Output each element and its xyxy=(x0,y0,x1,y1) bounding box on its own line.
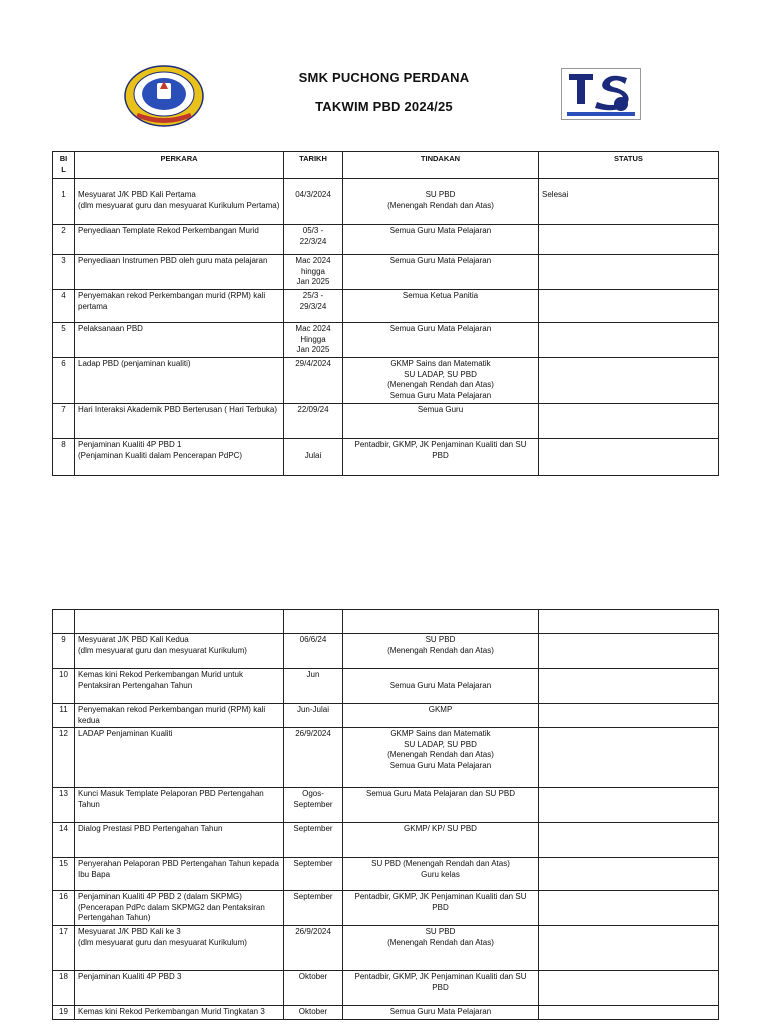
bil-cell: 14 xyxy=(53,823,75,858)
table-row xyxy=(53,404,719,439)
tarikh-cell: September xyxy=(284,823,343,858)
status-cell xyxy=(539,788,719,823)
perkara-cell: Kunci Masuk Template Pelaporan PBD Pertengahan Tahun xyxy=(75,788,284,823)
tarikh-cell: Mac 2024 Hingga Jan 2025 xyxy=(284,323,343,358)
status-cell xyxy=(539,439,719,476)
perkara-cell: Penjaminan Kualiti 4P PBD 1 (Penjaminan Kualiti dalam Pencerapan PdPC) xyxy=(75,439,284,476)
tarikh-cell: 22/09/24 xyxy=(284,404,343,439)
bil-cell: 17 xyxy=(53,926,75,971)
tindakan-cell: SU PBD (Menengah Rendah dan Atas) xyxy=(343,926,539,971)
tindakan-cell: Semua Guru xyxy=(343,404,539,439)
table-row xyxy=(53,634,719,669)
tarikh-cell: 26/9/2024 xyxy=(284,926,343,971)
perkara-cell: Pelaksanaan PBD xyxy=(75,323,284,358)
perkara-cell: Penjaminan Kualiti 4P PBD 2 (dalam SKPMG) (Pencerapan PdPc dalam SKPMG2 dan Pentaksiran Pertengahan Tahun) xyxy=(75,891,284,926)
perkara-cell: Kemas kini Rekod Perkembangan Murid Tingkatan 3 xyxy=(75,1006,284,1020)
empty-cell xyxy=(539,610,719,634)
tarikh-cell: 04/3/2024 xyxy=(284,179,343,225)
bil-cell: 6 xyxy=(53,358,75,404)
table-row xyxy=(53,788,719,823)
tarikh-cell: 29/4/2024 xyxy=(284,358,343,404)
tarikh-cell: September xyxy=(284,891,343,926)
empty-cell xyxy=(53,610,75,634)
ts25-logo xyxy=(561,68,641,120)
tindakan-cell: SU PBD (Menengah Rendah dan Atas) Guru kelas xyxy=(343,858,539,891)
takwim-table-2 xyxy=(52,609,719,1020)
status-cell: Selesai xyxy=(539,179,719,225)
status-cell xyxy=(539,669,719,704)
tarikh-cell: Mac 2024 hingga Jan 2025 xyxy=(284,255,343,290)
table-row xyxy=(53,728,719,788)
perkara-cell: Penjaminan Kualiti 4P PBD 3 xyxy=(75,971,284,1006)
perkara-cell: Mesyuarat J/K PBD Kali Kedua (dlm mesyuarat guru dan mesyuarat Kurikulum) xyxy=(75,634,284,669)
tindakan-cell: Semua Guru Mata Pelajaran xyxy=(343,669,539,704)
tindakan-cell: SU PBD (Menengah Rendah dan Atas) xyxy=(343,634,539,669)
table-row xyxy=(53,971,719,1006)
tindakan-cell: GKMP/ KP/ SU PBD xyxy=(343,823,539,858)
status-cell xyxy=(539,255,719,290)
tarikh-cell: Jun xyxy=(284,669,343,704)
tindakan-cell: GKMP xyxy=(343,704,539,728)
tindakan-cell: Pentadbir, GKMP, JK Penjaminan Kualiti dan SU PBD xyxy=(343,971,539,1006)
table-row xyxy=(53,290,719,323)
empty-header-row xyxy=(53,610,719,634)
perkara-cell: Penyemakan rekod Perkembangan murid (RPM) kali kedua xyxy=(75,704,284,728)
table-row xyxy=(53,926,719,971)
tarikh-cell: Julai xyxy=(284,439,343,476)
status-cell xyxy=(539,290,719,323)
empty-cell xyxy=(75,610,284,634)
column-header-perkara: PERKARA xyxy=(75,152,284,179)
status-cell xyxy=(539,358,719,404)
tarikh-cell: Oktober xyxy=(284,971,343,1006)
status-cell xyxy=(539,704,719,728)
column-header-tindakan: TINDAKAN xyxy=(343,152,539,179)
status-cell xyxy=(539,858,719,891)
bil-cell: 7 xyxy=(53,404,75,439)
status-cell xyxy=(539,323,719,358)
tindakan-cell: Semua Guru Mata Pelajaran xyxy=(343,255,539,290)
table-row xyxy=(53,179,719,225)
bil-cell: 5 xyxy=(53,323,75,358)
bil-cell: 4 xyxy=(53,290,75,323)
bil-cell: 8 xyxy=(53,439,75,476)
tarikh-cell: Ogos- September xyxy=(284,788,343,823)
tarikh-cell: Oktober xyxy=(284,1006,343,1020)
perkara-cell: Mesyuarat J/K PBD Kali Pertama (dlm mesyuarat guru dan mesyuarat Kurikulum Pertama) xyxy=(75,179,284,225)
status-cell xyxy=(539,891,719,926)
document-title: TAKWIM PBD 2024/25 xyxy=(315,99,453,114)
perkara-cell: LADAP Penjaminan Kualiti xyxy=(75,728,284,788)
perkara-cell: Penyemakan rekod Perkembangan murid (RPM) kali pertama xyxy=(75,290,284,323)
bil-cell: 15 xyxy=(53,858,75,891)
tarikh-cell: 05/3 - 22/3/24 xyxy=(284,225,343,255)
perkara-cell: Ladap PBD (penjaminan kualiti) xyxy=(75,358,284,404)
tindakan-cell: Semua Guru Mata Pelajaran dan SU PBD xyxy=(343,788,539,823)
tindakan-cell: GKMP Sains dan Matematik SU LADAP, SU PBD (Menengah Rendah dan Atas) Semua Guru Mata Pelajaran xyxy=(343,358,539,404)
tindakan-cell: Semua Guru Mata Pelajaran xyxy=(343,225,539,255)
status-cell xyxy=(539,225,719,255)
table-row xyxy=(53,669,719,704)
school-name: SMK PUCHONG PERDANA xyxy=(298,70,470,85)
tindakan-cell: Semua Guru Mata Pelajaran xyxy=(343,323,539,358)
tindakan-cell: Pentadbir, GKMP, JK Penjaminan Kualiti dan SU PBD xyxy=(343,439,539,476)
table-row xyxy=(53,858,719,891)
tarikh-cell: September xyxy=(284,858,343,891)
status-cell xyxy=(539,634,719,669)
bil-cell: 12 xyxy=(53,728,75,788)
document-header xyxy=(0,60,768,140)
tindakan-cell: GKMP Sains dan Matematik SU LADAP, SU PBD (Menengah Rendah dan Atas) Semua Guru Mata Pelajaran xyxy=(343,728,539,788)
bil-cell: 2 xyxy=(53,225,75,255)
column-header-status: STATUS xyxy=(539,152,719,179)
status-cell xyxy=(539,823,719,858)
table-row xyxy=(53,823,719,858)
tarikh-cell: 06/6/24 xyxy=(284,634,343,669)
empty-cell xyxy=(343,610,539,634)
bil-cell: 10 xyxy=(53,669,75,704)
bil-cell: 19 xyxy=(53,1006,75,1020)
tindakan-cell: Semua Guru Mata Pelajaran xyxy=(343,1006,539,1020)
bil-cell: 9 xyxy=(53,634,75,669)
table-row xyxy=(53,323,719,358)
perkara-cell: Penyediaan Instrumen PBD oleh guru mata pelajaran xyxy=(75,255,284,290)
table-row xyxy=(53,1006,719,1020)
tindakan-cell: Semua Ketua Panitia xyxy=(343,290,539,323)
table-row xyxy=(53,255,719,290)
column-header-bil: BI L xyxy=(53,152,75,179)
table-row xyxy=(53,891,719,926)
column-header-tarikh: TARIKH xyxy=(284,152,343,179)
tarikh-cell: 26/9/2024 xyxy=(284,728,343,788)
perkara-cell: Kemas kini Rekod Perkembangan Murid untuk Pentaksiran Pertengahan Tahun xyxy=(75,669,284,704)
tarikh-cell: 25/3 - 29/3/24 xyxy=(284,290,343,323)
bil-cell: 16 xyxy=(53,891,75,926)
tindakan-cell: Pentadbir, GKMP, JK Penjaminan Kualiti dan SU PBD xyxy=(343,891,539,926)
perkara-cell: Penyediaan Template Rekod Perkembangan Murid xyxy=(75,225,284,255)
bil-cell: 3 xyxy=(53,255,75,290)
tarikh-cell: Jun-Julai xyxy=(284,704,343,728)
perkara-cell: Hari Interaksi Akademik PBD Berterusan ( Hari Terbuka) xyxy=(75,404,284,439)
bil-cell: 1 xyxy=(53,179,75,225)
status-cell xyxy=(539,728,719,788)
table-row xyxy=(53,439,719,476)
table-row xyxy=(53,704,719,728)
perkara-cell: Mesyuarat J/K PBD Kali ke 3 (dlm mesyuarat guru dan mesyuarat Kurikulum) xyxy=(75,926,284,971)
empty-cell xyxy=(284,610,343,634)
perkara-cell: Dialog Prestasi PBD Pertengahan Tahun xyxy=(75,823,284,858)
tindakan-cell: SU PBD (Menengah Rendah dan Atas) xyxy=(343,179,539,225)
status-cell xyxy=(539,971,719,1006)
status-cell xyxy=(539,404,719,439)
status-cell xyxy=(539,926,719,971)
perkara-cell: Penyerahan Pelaporan PBD Pertengahan Tahun kepada Ibu Bapa xyxy=(75,858,284,891)
bil-cell: 13 xyxy=(53,788,75,823)
table-row xyxy=(53,225,719,255)
bil-cell: 11 xyxy=(53,704,75,728)
bil-cell: 18 xyxy=(53,971,75,1006)
takwim-table-1 xyxy=(52,151,719,476)
status-cell xyxy=(539,1006,719,1020)
table-row xyxy=(53,358,719,404)
